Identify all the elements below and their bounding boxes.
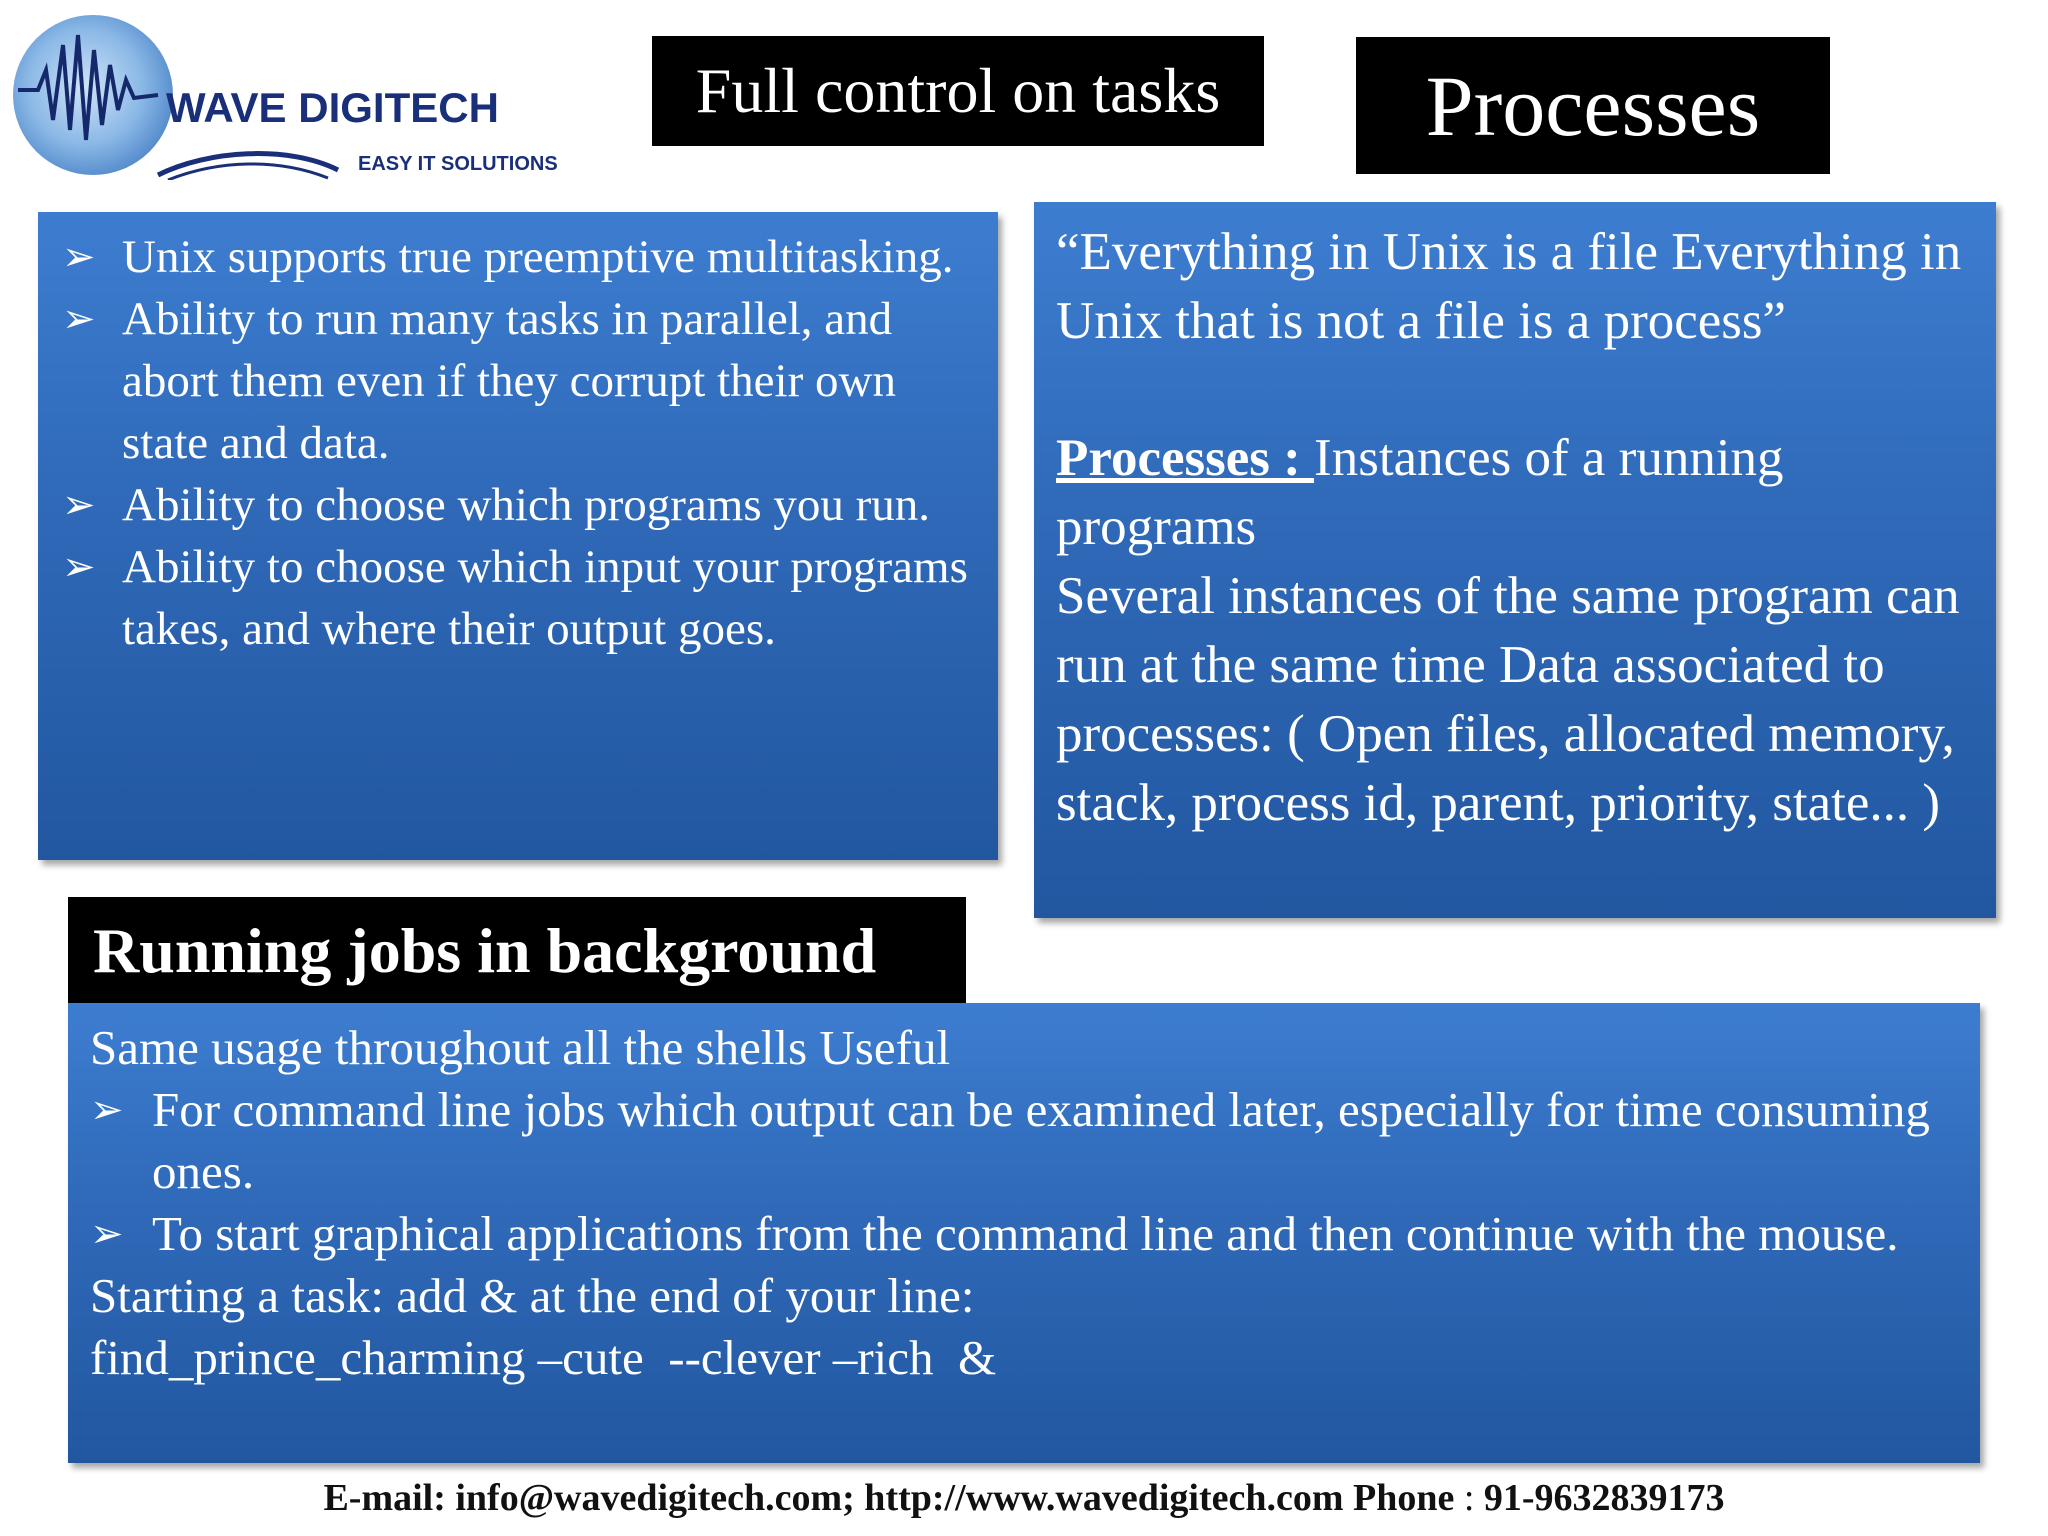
footer-email-web: E-mail: info@wavedigitech.com; http://www.wavedigitech.com Phone [323, 1477, 1455, 1519]
list-item-text: To start graphical applications from the command line and then continue with the mouse. [152, 1206, 1899, 1261]
logo-tagline-text: EASY IT SOLUTIONS [358, 153, 558, 175]
processes-box [1034, 202, 1996, 918]
processes-label: Processes : [1056, 429, 1315, 487]
list-item [62, 474, 978, 536]
starting-task-text: Starting a task: add & at the end of your line: [90, 1268, 975, 1323]
processes-definition [1056, 424, 1976, 562]
list-item [62, 288, 978, 474]
command-example: find_prince_charming –cute --clever –rich & [90, 1330, 997, 1385]
background-list [90, 1079, 1960, 1265]
arrow-bullet-icon: ➢ [62, 544, 96, 590]
background-intro: Same usage throughout all the shells Useful [90, 1020, 951, 1075]
list-item-text: Ability to run many tasks in parallel, and abort them even if they corrupt their own state and data. [122, 293, 896, 469]
arrow-bullet-icon: ➢ [62, 296, 96, 342]
arrow-bullet-icon: ➢ [90, 1211, 124, 1257]
contact-footer [0, 1476, 2048, 1520]
list-item-text: Ability to choose which input your programs takes, and where their output goes. [122, 541, 968, 655]
logo-name-text: WAVE DIGITECH [166, 84, 499, 131]
list-item-text: For command line jobs which output can be examined later, especially for time consuming ones. [152, 1082, 1930, 1199]
list-item [90, 1203, 1960, 1265]
title-processes: Processes [1356, 37, 1830, 174]
arrow-bullet-icon: ➢ [90, 1087, 124, 1133]
footer-separator: : [1454, 1477, 1484, 1519]
arrow-bullet-icon: ➢ [62, 482, 96, 528]
list-item [62, 536, 978, 660]
list-item [90, 1079, 1960, 1203]
unix-quote: “Everything in Unix is a file Everything in Unix that is not a file is a process” [1056, 223, 1962, 350]
company-logo [8, 10, 598, 180]
title-running-jobs: Running jobs in background [68, 897, 966, 1005]
background-jobs-box [68, 1003, 1980, 1463]
arrow-bullet-icon: ➢ [62, 234, 96, 280]
title-full-control: Full control on tasks [652, 36, 1264, 146]
list-item-text: Unix supports true preemptive multitasking. [122, 231, 954, 283]
footer-phone: 91-9632839173 [1483, 1477, 1725, 1519]
multitasking-list [62, 226, 978, 660]
list-item [62, 226, 978, 288]
processes-detail: Several instances of the same program can run at the same time Data associated to processes: ( Open files, allocated memory, stack, process id, parent, priority, state... ) [1056, 567, 1960, 832]
processes-definition-text: Instances of a running programs [1056, 429, 1784, 556]
list-item-text: Ability to choose which programs you run. [122, 479, 931, 531]
multitasking-box [38, 212, 998, 860]
